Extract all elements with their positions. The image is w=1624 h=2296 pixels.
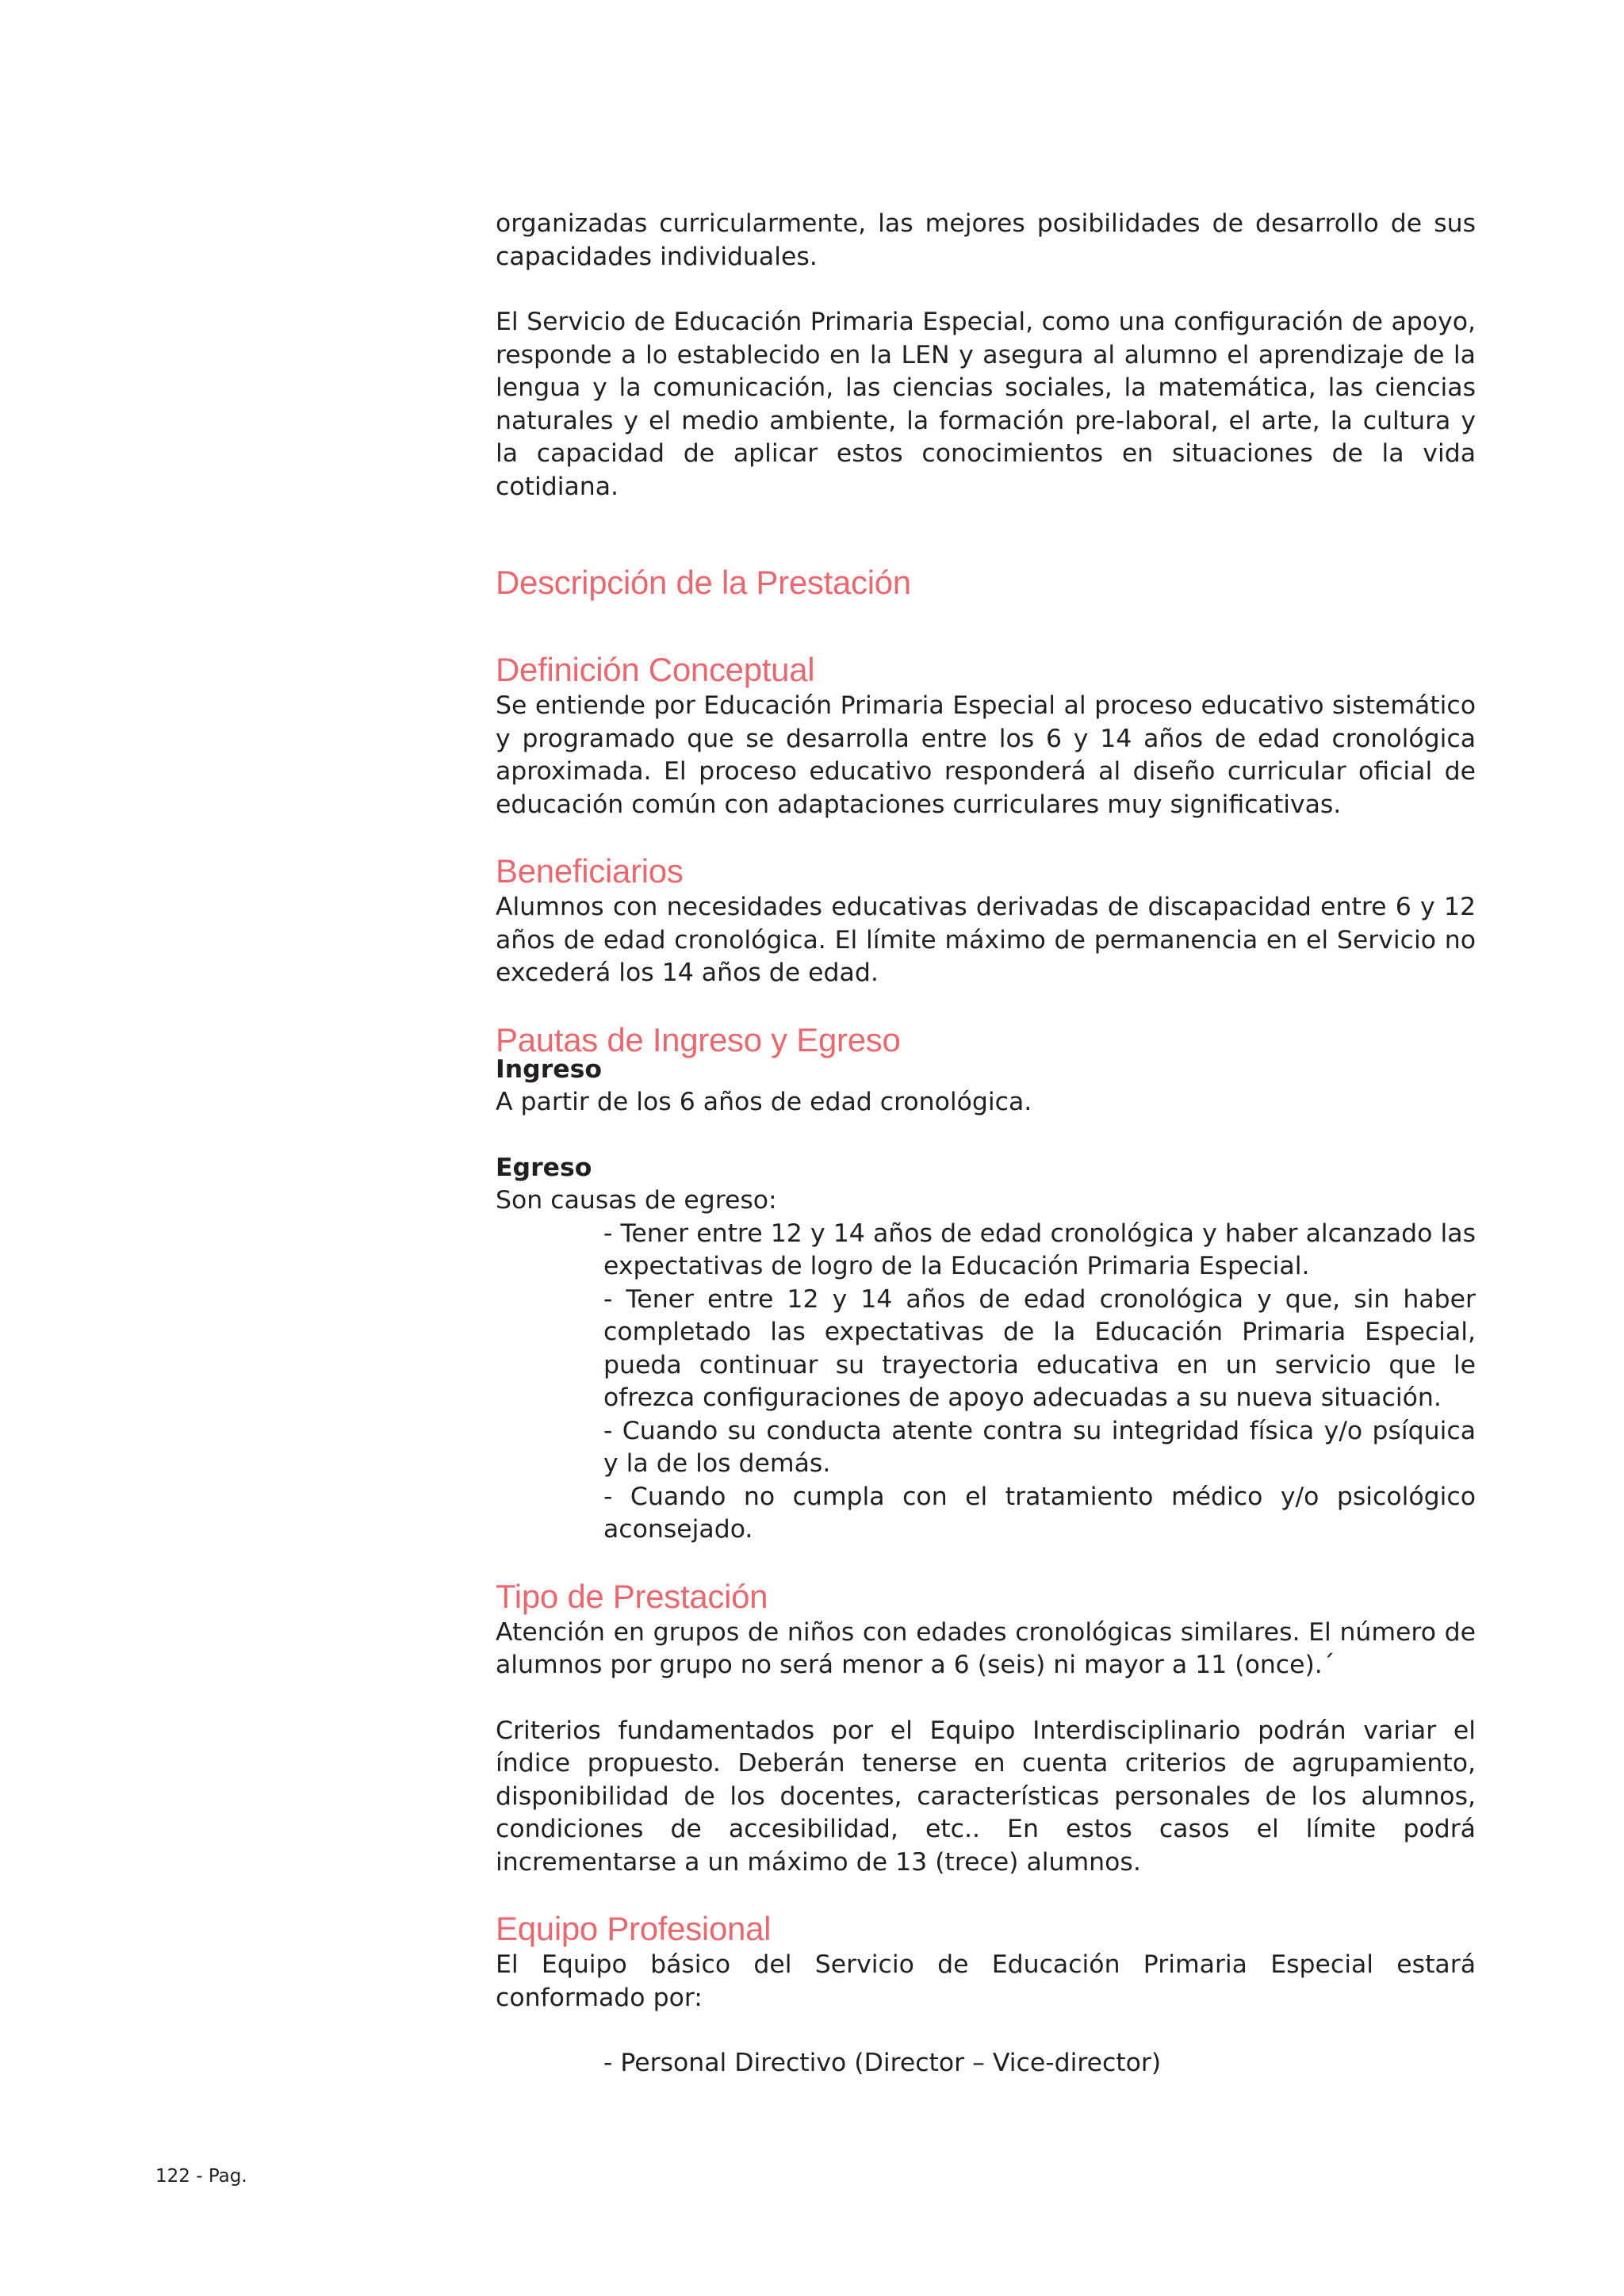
intro-paragraph-1: organizadas curricularmente, las mejores posibilidades de desarrollo de sus capacidades individuales. — [496, 209, 1476, 271]
section-heading-pautas: Pautas de Ingreso y Egreso — [496, 1020, 901, 1058]
definicion-text: Se entiende por Educación Primaria Especial al proceso educativo sistemático y programado que se desarrolla entre los 6 y 14 años de edad cronológica aproximada. El proceso educativo responderá al diseño curricular oficial de educación común con adaptaciones curriculares muy significativas. — [496, 691, 1476, 819]
section-heading-tipo: Tipo de Prestación — [496, 1577, 768, 1615]
page-number: 122 - Pag. — [155, 2166, 247, 2187]
section-heading-equipo: Equipo Profesional — [496, 1910, 772, 1947]
section-heading-descripcion: Descripción de la Prestación — [496, 564, 911, 601]
intro-paragraph-2: El Servicio de Educación Primaria Especial, como una configuración de apoyo, responde a lo establecido en la LEN y asegura al alumno el aprendizaje de la lengua y la comunicación, las ciencias sociales, la matemática, las ciencias naturales y el medio ambiente, la formación pre-laboral, el arte, la cultura y la capacidad de aplicar estos conocimientos en situaciones de la vida cotidiana. — [496, 308, 1476, 501]
list-item: - Personal Directivo (Director – Vice-director) — [603, 2049, 1162, 2077]
list-item: - Tener entre 12 y 14 años de edad cronológica y haber alcanzado las expectativas de logro de la Educación Primaria Especial. — [603, 1219, 1476, 1280]
equipo-list — [496, 2047, 1476, 2080]
egreso-label: Egreso — [496, 1153, 592, 1182]
egreso-intro: Son causas de egreso: — [496, 1186, 777, 1215]
equipo-text: El Equipo básico del Servicio de Educación Primaria Especial estará conformado por: — [496, 1950, 1476, 2012]
document-body — [496, 208, 1476, 2080]
ingreso-label: Ingreso — [496, 1054, 602, 1084]
egreso-list — [496, 1218, 1476, 1547]
section-heading-beneficiarios: Beneficiarios — [496, 852, 684, 890]
ingreso-text: A partir de los 6 años de edad cronológica. — [496, 1088, 1032, 1116]
list-item: - Cuando su conducta atente contra su integridad física y/o psíquica y la de los demás. — [603, 1416, 1476, 1478]
tipo-paragraph-1: Atención en grupos de niños con edades cronológicas similares. El número de alumnos por grupo no será menor a 6 (seis) ni mayor a 11 (once).´ — [496, 1617, 1476, 1679]
list-item: - Tener entre 12 y 14 años de edad cronológica y que, sin haber completado las expectativas de la Educación Primaria Especial, pueda continuar su trayectoria educativa en un servicio que le ofrezca configuraciones de apoyo adecuadas a su nueva situación. — [603, 1284, 1476, 1412]
tipo-paragraph-2: Criterios fundamentados por el Equipo Interdisciplinario podrán variar el índice propuesto. Deberán tenerse en cuenta criterios de agrupamiento, disponibilidad de los docentes, características personales de los alumnos, condiciones de accesibilidad, etc.. En estos casos el límite podrá incrementarse a un máximo de 13 (trece) alumnos. — [496, 1716, 1476, 1877]
beneficiarios-text: Alumnos con necesidades educativas derivadas de discapacidad entre 6 y 12 años de edad cronológica. El límite máximo de permanencia en el Servicio no excederá los 14 años de edad. — [496, 893, 1476, 987]
list-item: - Cuando no cumpla con el tratamiento médico y/o psicológico aconsejado. — [603, 1482, 1476, 1544]
section-heading-definicion: Definición Conceptual — [496, 651, 815, 688]
